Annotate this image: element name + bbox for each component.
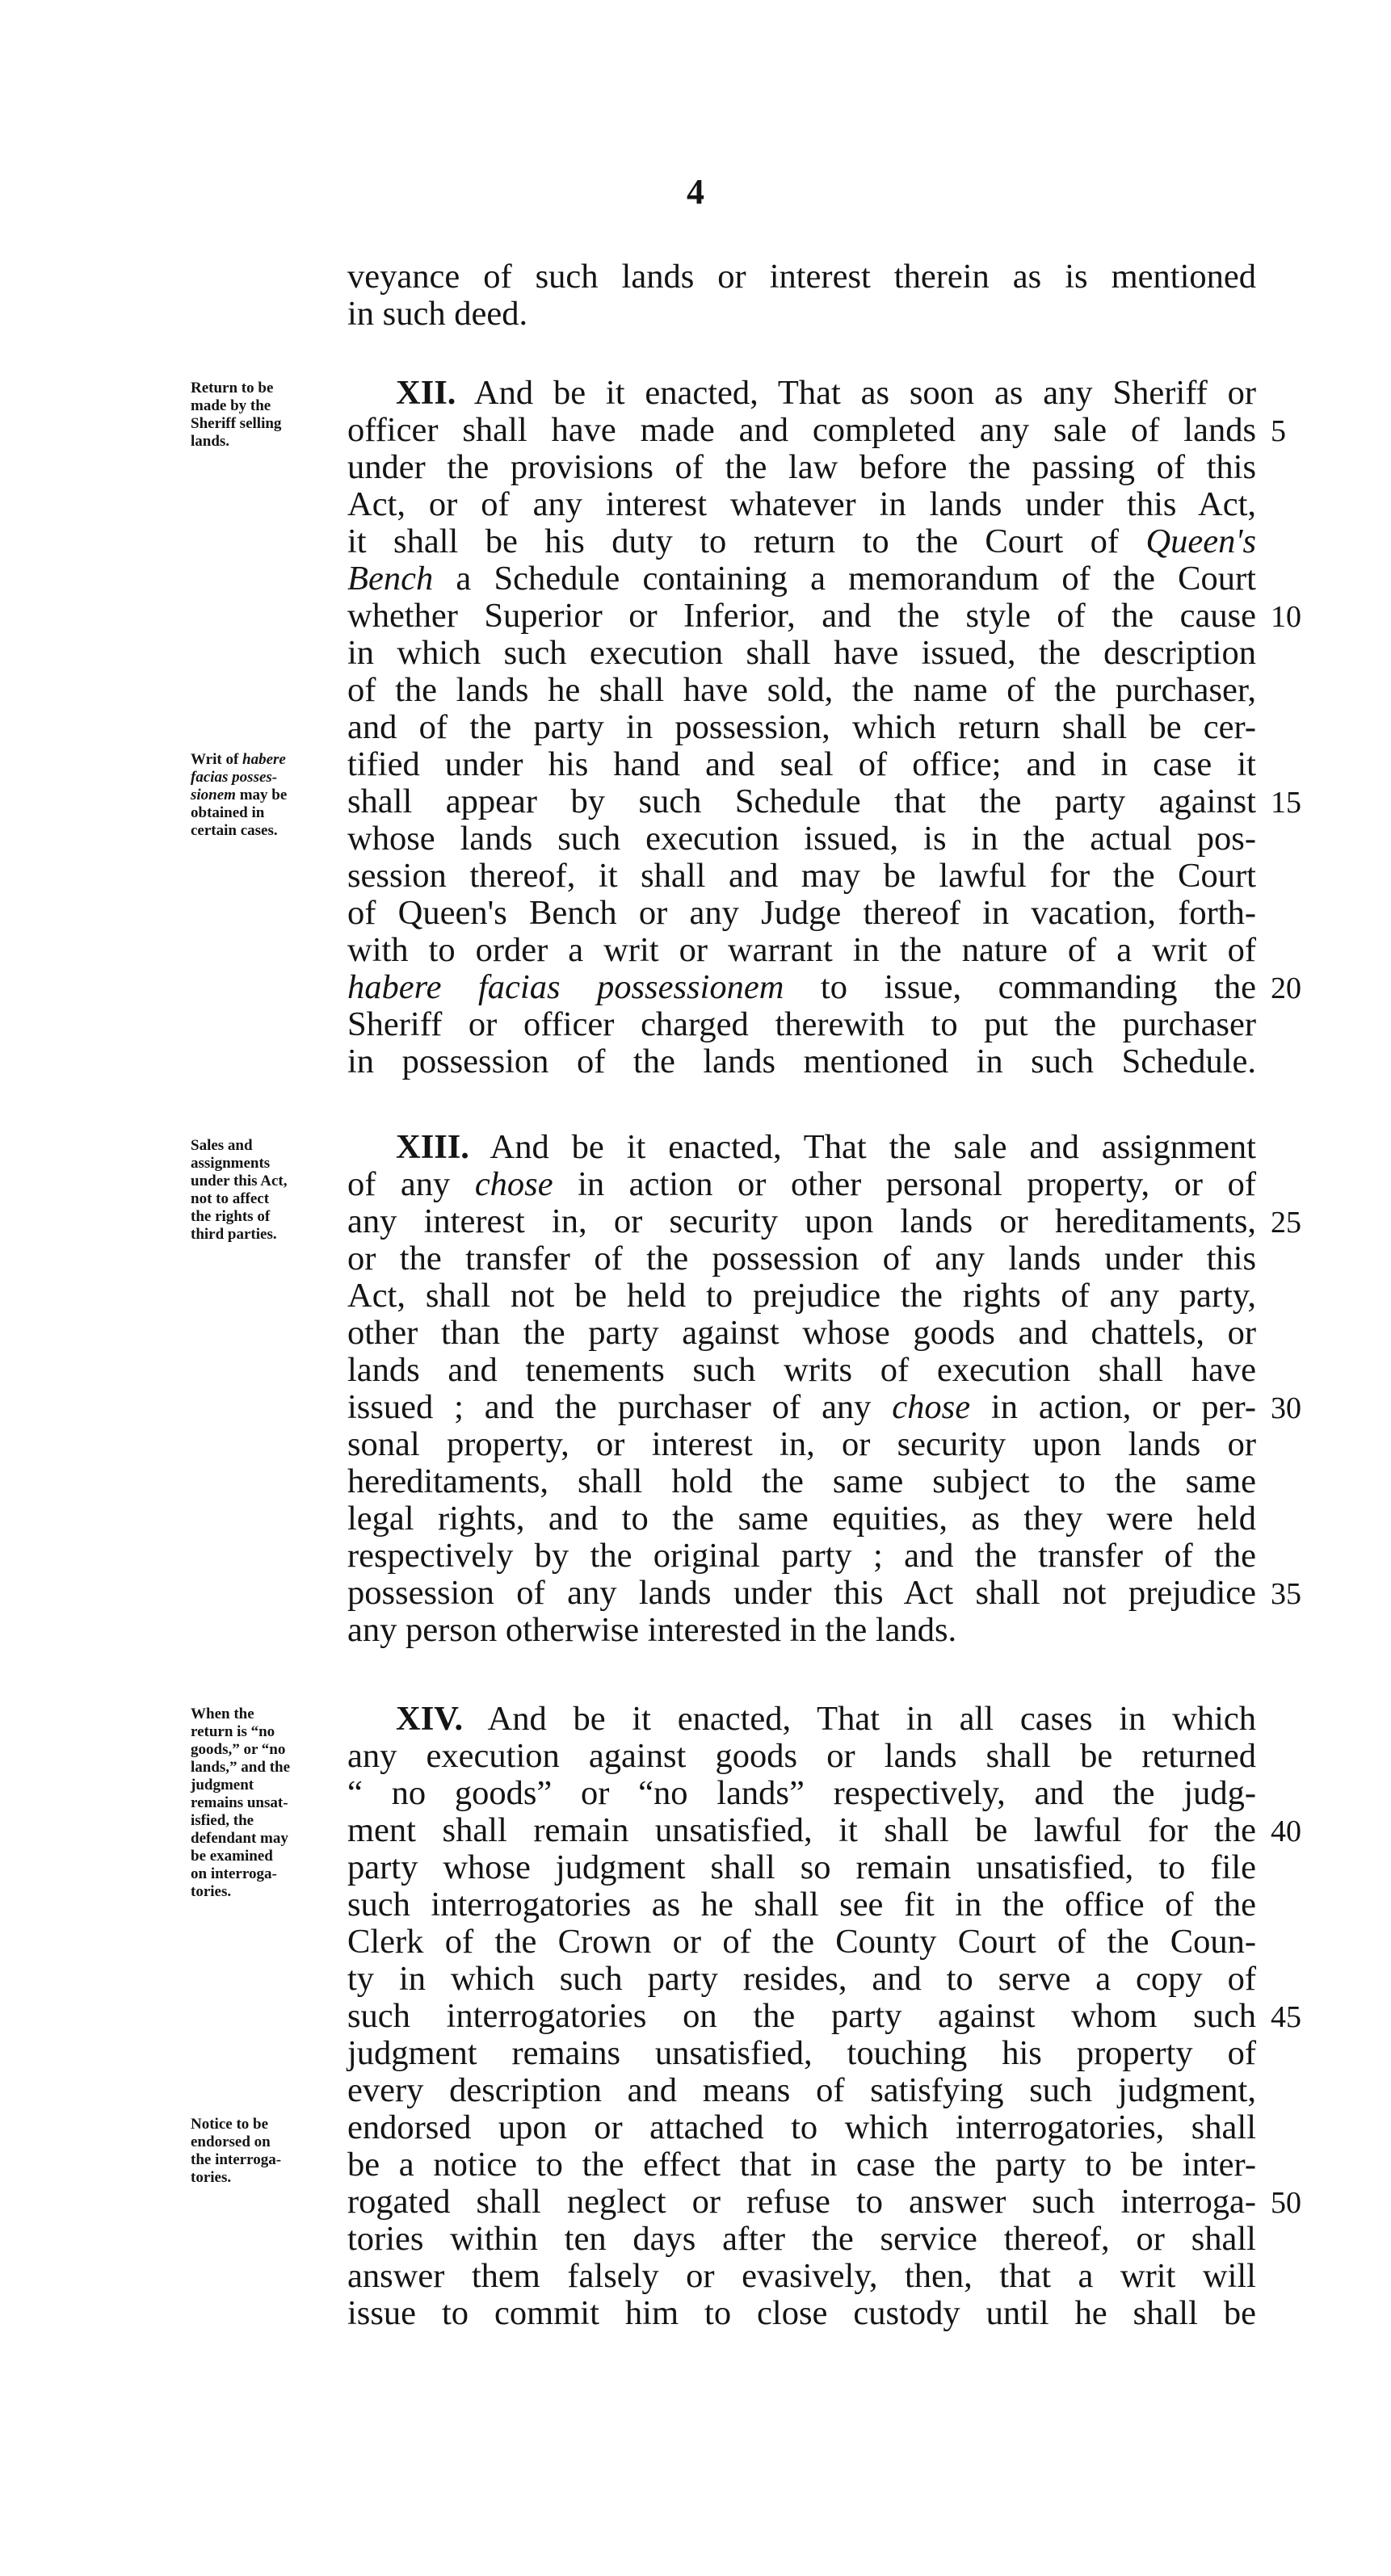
text-run: Writ of xyxy=(191,751,243,768)
text-run: under this Act, xyxy=(191,1173,288,1190)
marginal-note-line xyxy=(191,751,344,769)
marginal-note-line xyxy=(191,2151,344,2169)
text-run: such interrogatories on the party against whom such xyxy=(347,1997,1256,2035)
body-line xyxy=(347,933,1256,968)
text-run: certain cases. xyxy=(191,822,278,840)
body-line xyxy=(347,1045,1256,1080)
text-run: any interest in, or security upon lands or hereditaments, xyxy=(347,1202,1256,1240)
body-line xyxy=(347,522,1256,560)
text-run: Sheriff or officer charged therewith to put the purchaser xyxy=(347,1005,1256,1043)
marginal-note-line xyxy=(191,1759,344,1777)
body-line xyxy=(347,1925,1256,1960)
section-heading-line xyxy=(396,376,1256,411)
italic-text: Queen's xyxy=(1145,522,1256,560)
section-number: XIV. xyxy=(396,1700,464,1738)
text-run: And be it enacted, That in all cases in which xyxy=(463,1700,1256,1738)
marginal-note-line xyxy=(191,1155,344,1173)
text-run: in action, or per- xyxy=(970,1388,1257,1426)
text-run: not to affect xyxy=(191,1190,270,1208)
marginal-note-line xyxy=(191,1777,344,1794)
text-run: sonal property, or interest in, or security upon lands or xyxy=(347,1425,1256,1463)
section-heading-line xyxy=(396,1702,1256,1737)
section-heading-line xyxy=(396,1128,1256,1166)
line-number: 35 xyxy=(1271,1577,1301,1611)
marginal-note-line xyxy=(191,1865,344,1883)
text-run: lands,” and the xyxy=(191,1759,291,1777)
body-line xyxy=(347,1774,1256,1812)
body-line xyxy=(347,708,1256,746)
text-run: respectively by the original party ; and the transfer of the xyxy=(347,1537,1256,1575)
marginal-note-line xyxy=(191,1883,344,1901)
text-run: made by the xyxy=(191,397,271,415)
line-number: 50 xyxy=(1271,2186,1301,2220)
text-run: in action or other personal property, or of xyxy=(553,1165,1256,1203)
text-run: other than the party against whose goods and chattels, or xyxy=(347,1314,1256,1352)
marginal-note-line xyxy=(191,822,344,840)
body-line xyxy=(347,673,1256,708)
text-run: whose lands such execution issued, is in the actual pos- xyxy=(347,820,1256,858)
text-run: judgment xyxy=(191,1777,254,1794)
body-line xyxy=(347,745,1256,783)
text-run: be examined xyxy=(191,1848,273,1865)
text-run: shall appear by such Schedule that the party against xyxy=(347,782,1256,820)
body-line xyxy=(347,2148,1256,2183)
body-line xyxy=(347,1502,1256,1537)
text-run: veyance of such lands or interest therein as is mentioned xyxy=(347,258,1256,296)
text-run: third parties. xyxy=(191,1226,277,1244)
text-run: issue to commit him to close custody until he shall be xyxy=(347,2294,1256,2332)
text-run: every description and means of satisfying such judgment, xyxy=(347,2071,1256,2109)
text-run: judgment remains unsatisfied, touching his property of xyxy=(347,2034,1256,2072)
text-run: Return to be xyxy=(191,380,274,396)
body-line xyxy=(347,1388,1257,1426)
text-run: any person otherwise interested in the lands. xyxy=(347,1611,957,1649)
body-line xyxy=(347,260,1256,295)
text-run: tories. xyxy=(191,1883,232,1901)
body-line xyxy=(347,782,1256,820)
text-run: Sheriff selling xyxy=(191,415,282,433)
text-run: in such deed. xyxy=(347,295,528,333)
text-run: whether Superior or Inferior, and the style of the cause xyxy=(347,597,1256,635)
text-run: possession of any lands under this Act shall not prejudice xyxy=(347,1574,1256,1612)
text-run: answer them falsely or evasively, then, that a writ will xyxy=(347,2257,1256,2295)
body-line xyxy=(347,2108,1256,2146)
text-run: lands. xyxy=(191,433,230,451)
text-run: And be it enacted, That as soon as any Sheriff or xyxy=(456,374,1256,412)
text-run: tories. xyxy=(191,2169,232,2187)
marginal-note-line xyxy=(191,787,344,804)
line-number: 15 xyxy=(1271,786,1301,820)
line-number: 20 xyxy=(1271,971,1301,1005)
line-number: 25 xyxy=(1271,1206,1301,1240)
italic-text: chose xyxy=(892,1388,971,1426)
body-line xyxy=(347,1576,1256,1611)
marginal-note-line xyxy=(191,397,344,415)
text-run: ment shall remain unsatisfied, it shall be lawful for the xyxy=(347,1811,1256,1849)
marginal-note-line xyxy=(191,1208,344,1226)
text-run: tified under his hand and seal of office; and in case it xyxy=(347,745,1256,783)
body-line xyxy=(347,1279,1256,1314)
text-run: of Queen's Bench or any Judge thereof in vacation, forth- xyxy=(347,894,1256,932)
body-line xyxy=(347,297,1256,332)
marginal-note-line xyxy=(191,2116,344,2133)
italic-text: Bench xyxy=(347,560,434,598)
body-line xyxy=(347,1962,1256,1997)
text-run: legal rights, and to the same equities, as they were held xyxy=(347,1500,1256,1538)
text-run: remains unsat- xyxy=(191,1794,288,1812)
section-number: XIII. xyxy=(396,1128,469,1166)
text-run: in which such execution shall have issued, the description xyxy=(347,634,1256,672)
text-run: party whose judgment shall so remain unsatisfied, to file xyxy=(347,1848,1256,1886)
text-run: “ no goods” or “no lands” respectively, and the judg- xyxy=(347,1774,1256,1812)
text-run: under the provisions of the law before the passing of this xyxy=(347,448,1256,486)
marginal-note xyxy=(191,1705,344,1901)
marginal-note-line xyxy=(191,415,344,433)
body-line xyxy=(347,859,1256,894)
marginal-note-line xyxy=(191,1190,344,1208)
body-line xyxy=(347,2259,1256,2294)
text-run: hereditaments, shall hold the same subject to the same xyxy=(347,1462,1256,1500)
marginal-note-line xyxy=(191,1226,344,1244)
text-run: obtained in xyxy=(191,804,265,822)
marginal-note-line xyxy=(191,1741,344,1759)
body-line xyxy=(347,1202,1256,1240)
body-line xyxy=(347,1848,1256,1886)
body-line xyxy=(347,2071,1256,2109)
text-run: session thereof, it shall and may be lawful for the Court xyxy=(347,857,1256,895)
body-line xyxy=(347,2034,1256,2072)
text-run: return is “no xyxy=(191,1723,275,1741)
text-run: Clerk of the Crown or of the County Court of the Coun- xyxy=(347,1923,1256,1961)
text-run: And be it enacted, That the sale and assignment xyxy=(469,1128,1256,1166)
body-line xyxy=(347,1353,1256,1388)
body-line xyxy=(347,1539,1256,1574)
body-line xyxy=(347,1316,1256,1351)
marginal-note-line xyxy=(191,1723,344,1741)
body-line xyxy=(347,1242,1256,1277)
body-line xyxy=(347,636,1256,671)
body-line xyxy=(347,1999,1256,2034)
text-run: to issue, commanding the xyxy=(784,968,1256,1006)
text-run: in possession of the lands mentioned in such Schedule. xyxy=(347,1043,1256,1080)
marginal-note xyxy=(191,751,344,840)
italic-text: chose xyxy=(474,1165,553,1203)
marginal-note-line xyxy=(191,1812,344,1830)
text-run: with to order a writ or warrant in the nature of a writ of xyxy=(347,931,1256,969)
body-line xyxy=(347,562,1256,597)
text-run: isfied, the xyxy=(191,1812,254,1830)
body-line xyxy=(347,896,1256,931)
text-run: of the lands he shall have sold, the name of the purchaser, xyxy=(347,671,1256,709)
text-run: defendant may xyxy=(191,1830,288,1848)
text-run: a Schedule containing a memorandum of the Court xyxy=(433,560,1256,598)
body-line xyxy=(347,1425,1256,1463)
text-run: endorsed upon or attached to which interrogatories, shall xyxy=(347,2108,1256,2146)
text-run: it shall be his duty to return to the Court of xyxy=(347,522,1146,560)
body-line xyxy=(347,2185,1256,2220)
italic-text: facias posses- xyxy=(191,769,278,787)
body-line xyxy=(347,1165,1256,1203)
text-run: ty in which such party resides, and to serve a copy of xyxy=(347,1960,1256,1998)
body-line xyxy=(347,2222,1256,2257)
marginal-note-line xyxy=(191,1137,344,1155)
page-number: 4 xyxy=(687,172,704,212)
marginal-note-line xyxy=(191,2133,344,2151)
text-run: When the xyxy=(191,1705,254,1722)
line-number: 45 xyxy=(1271,2000,1301,2034)
marginal-note-line xyxy=(191,2169,344,2187)
body-line xyxy=(347,1888,1256,1923)
text-run: be a notice to the effect that in case the party to be inter- xyxy=(347,2146,1256,2184)
marginal-note-line xyxy=(191,1705,344,1723)
body-line xyxy=(347,448,1256,486)
text-run: and of the party in possession, which return shall be cer- xyxy=(347,708,1256,746)
marginal-note-line xyxy=(191,380,344,397)
body-line xyxy=(347,485,1256,523)
text-run: Notice to be xyxy=(191,2116,269,2133)
italic-text: habere facias possessionem xyxy=(347,968,784,1006)
line-number: 10 xyxy=(1271,600,1301,634)
text-run: rogated shall neglect or refuse to answer such interroga- xyxy=(347,2183,1256,2221)
marginal-note xyxy=(191,1137,344,1244)
body-line xyxy=(347,1811,1256,1849)
body-line xyxy=(347,413,1256,448)
text-run: Act, or of any interest whatever in lands under this Act, xyxy=(347,485,1256,523)
section-number: XII. xyxy=(396,374,456,412)
text-run: assignments xyxy=(191,1155,271,1173)
text-run: endorsed on xyxy=(191,2133,271,2151)
text-run: the rights of xyxy=(191,1208,271,1226)
text-run: of any xyxy=(347,1165,475,1203)
text-run: Act, shall not be held to prejudice the rights of any party, xyxy=(347,1277,1256,1315)
text-run: tories within ten days after the service thereof, or shall xyxy=(347,2220,1256,2258)
line-number: 40 xyxy=(1271,1815,1301,1848)
body-line xyxy=(347,1005,1256,1043)
text-run: on interroga- xyxy=(191,1865,277,1883)
body-line xyxy=(347,1462,1256,1500)
body-line xyxy=(347,822,1256,857)
body-line xyxy=(347,2294,1256,2332)
text-run: lands and tenements such writs of execution shall have xyxy=(347,1351,1256,1389)
body-line xyxy=(347,1739,1256,1774)
marginal-note-line xyxy=(191,804,344,822)
marginal-note-line xyxy=(191,1848,344,1865)
line-number: 5 xyxy=(1271,414,1286,448)
body-line xyxy=(347,1613,1256,1648)
marginal-note xyxy=(191,380,344,451)
body-line xyxy=(347,968,1256,1006)
line-number: 30 xyxy=(1271,1391,1301,1425)
body-line xyxy=(347,599,1256,634)
marginal-note xyxy=(191,2116,344,2187)
text-run: such interrogatories as he shall see fit in the office of the xyxy=(347,1886,1256,1924)
text-run: Sales and xyxy=(191,1137,253,1154)
text-run: officer shall have made and completed any sale of lands xyxy=(347,411,1256,449)
text-run: goods,” or “no xyxy=(191,1741,286,1759)
marginal-note-line xyxy=(191,1173,344,1190)
marginal-note-line xyxy=(191,769,344,787)
text-run: the interroga- xyxy=(191,2151,282,2169)
text-run: any execution against goods or lands shall be returned xyxy=(347,1737,1256,1775)
marginal-note-line xyxy=(191,433,344,451)
text-run: issued ; and the purchaser of any xyxy=(347,1388,893,1426)
text-run: or the transfer of the possession of any lands under this xyxy=(347,1240,1256,1278)
italic-text: sionem xyxy=(191,787,236,804)
marginal-note-line xyxy=(191,1794,344,1812)
italic-text: habere xyxy=(242,751,286,768)
marginal-note-line xyxy=(191,1830,344,1848)
text-run: may be xyxy=(235,787,288,804)
